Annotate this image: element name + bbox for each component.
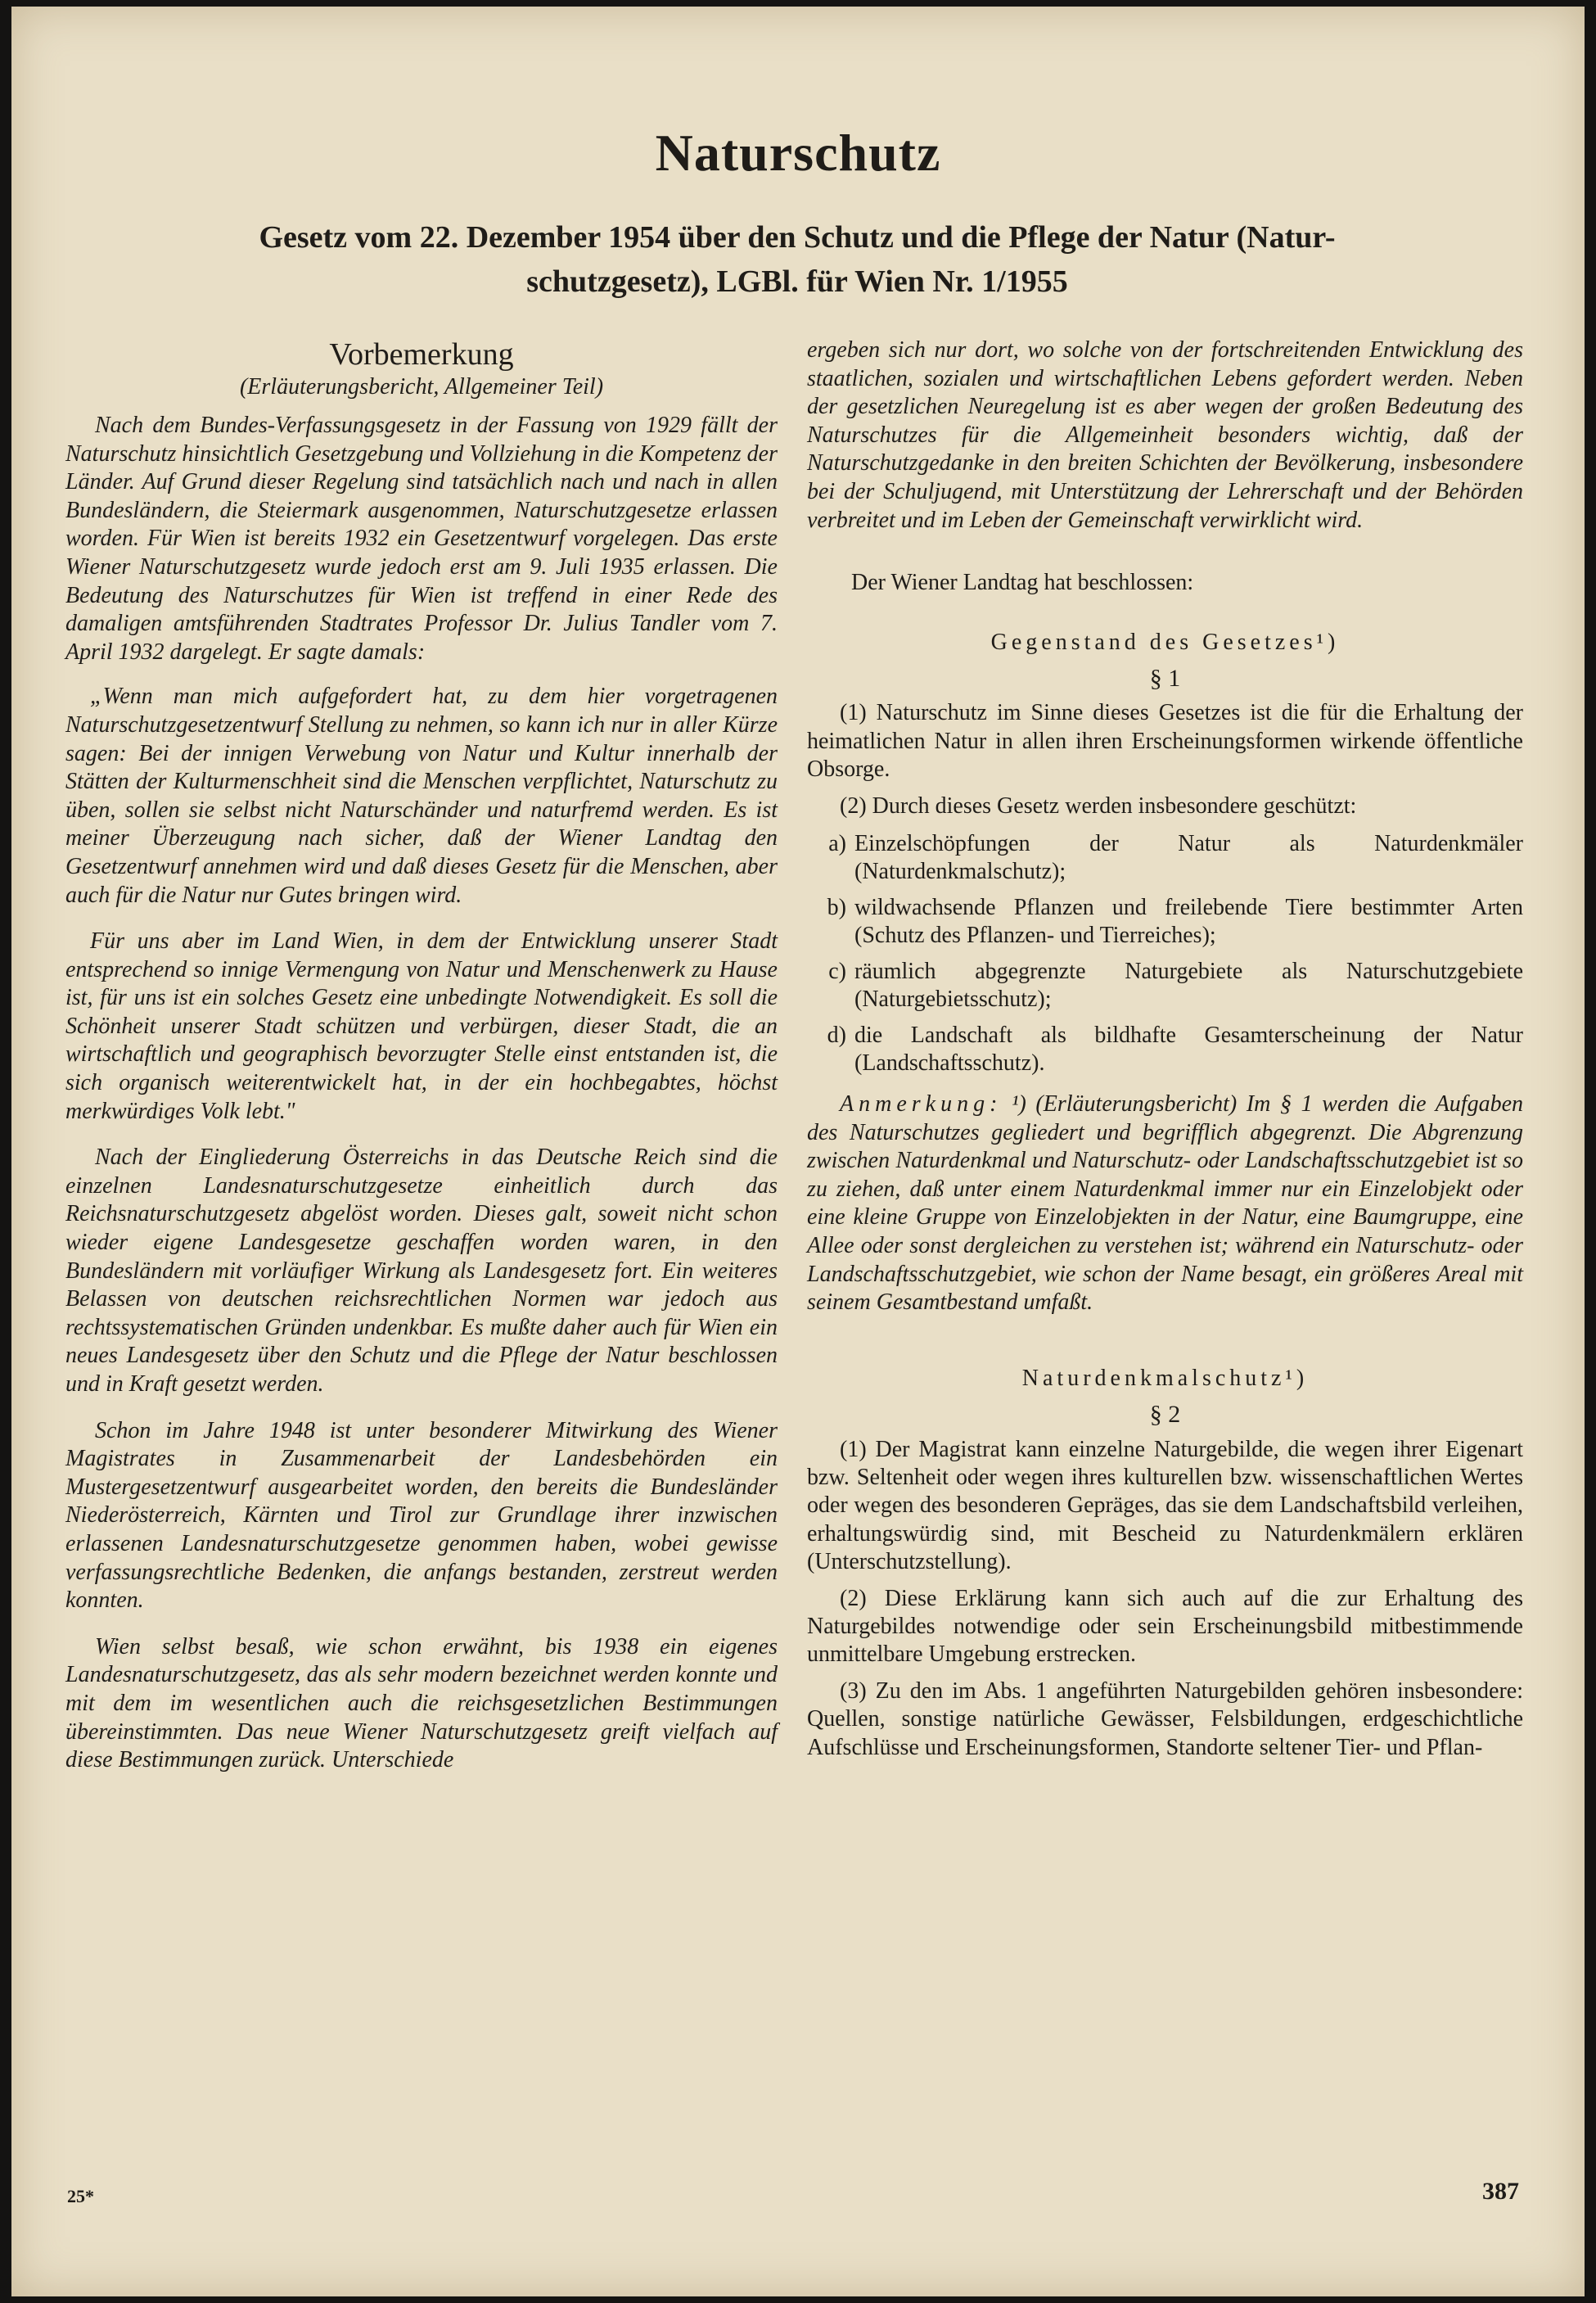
list-item-text: räumlich abgegrenzte Naturgebiete als Naturschutzgebiete (Naturgebietsschutz); [854,959,1523,1012]
list-item-label: b) [827,895,846,920]
s1-paragraph-2: (2) Durch dieses Gesetz werden insbesondere geschützt: [840,793,1357,819]
list-item [807,894,1523,950]
preface-paragraph-2: Nach der Eingliederung Österreichs in das Deutsche Reich sind die einzelnen Landesnaturschutzgesetze einheitlich durch das Reichsnaturschutzgesetz abgelöst worden. Dieses galt, soweit nicht schon wieder eigene Landesgesetze geschaffen worden waren, in den Bundesländern mit vorläufiger Wirkung als Landesgesetz fort. Ein weiteres Belassen von deutschen reichsrechtlichen Normen war jedoch aus rechtssystematischen Gründen undenkbar. Es mußte daher auch für Wien ein neues Landesgesetz über den Schutz und die Pflege der Natur beschlossen und in Kraft gesetzt werden. [65,1145,778,1397]
preface-continuation: ergeben sich nur dort, wo solche von der fortschreitenden Entwicklung des staatlichen, sozialen und wirtschaftlichen Lebens gefordert werden. Neben der gesetzlichen Neuregelung ist es aber wegen der großen Bedeutung des Naturschutzes für die Allgemeinheit besonders wichtig, daß der Naturschutzgedanke in den breiten Schichten der Bevölkerung, insbesondere bei der Schuljugend, mit Unterstützung der Lehrerschaft und der Behörden verbreitet und im Leben der Gemeinschaft verwirklicht wird. [807,337,1523,533]
preface-paragraph-3: Schon im Jahre 1948 ist unter besonderer Mitwirkung des Wiener Magistrates in Zusammenarbeit der Landesbehörden ein Mustergesetzentwurf ausgearbeitet worden, den bereits die Bundesländer Niederösterreich, Kärnten und Tirol zur Grundlage ihrer inzwischen erlassenen Landesnaturschutzgesetze genommen haben, wobei gewisse verfassungsrechtliche Bedenken, die anfangs bestanden, zerstreut werden konnten. [65,1417,778,1614]
list-item-label: c) [828,959,846,984]
law-subtitle [85,215,1509,304]
left-column [65,336,778,1775]
subtitle-line-1: Gesetz vom 22. Dezember 1954 über den Schutz und die Pflege der Natur (Natur- [259,220,1336,255]
s1-paragraph-1: (1) Naturschutz im Sinne dieses Gesetzes ist die für die Erhaltung der heimatlichen Natur in allen ihren Erscheinungsformen wirkende öffentliche Obsorge. [807,700,1523,783]
s2-paragraph-3: (3) Zu den im Abs. 1 angeführten Naturgebilden gehören insbesondere: Quellen, sonstige natürliche Gewässer, Felsbildungen, erdgeschichtliche Aufschlüsse und Erscheinungsformen, Standorte seltener Tier- und Pflan- [807,1678,1523,1760]
list-item [807,830,1523,886]
quote-paragraph-1: „Wenn man mich aufgefordert hat, zu dem hier vorgetragenen Naturschutzgesetzentwurf Stellung zu nehmen, so kann ich nur in aller Kürze sagen: Bei der innigen Verwebung von Natur und Kultur innerhalb der Stätten der Kulturmenschheit sind die Menschen verpflichtet, Naturschutz zu üben, sollen sie selbst nicht Naturschänder und naturfremd werden. Es ist meiner Überzeugung nach sicher, daß der Wiener Landtag den Gesetzentwurf annehmen wird und daß dieses Gesetz für die Menschen, aber auch für die Natur nur Gutes bringen wird. [65,684,778,908]
note-lead: Anmerkung: [840,1091,1003,1117]
page-number: 387 [1482,2178,1519,2205]
list-item-text: wildwachsende Pflanzen und freilebende Tiere bestimmter Arten (Schutz des Pflanzen- und Tierreiches); [854,895,1523,948]
subtitle-line-2: schutzgesetz), LGBl. für Wien Nr. 1/1955 [526,264,1068,299]
preface-heading: Vorbemerkung [329,337,514,372]
list-item-text: Einzelschöpfungen der Natur als Naturdenkmäler (Naturdenkmalschutz); [854,831,1523,884]
document-page [11,7,1585,2296]
preface-paragraph-4: Wien selbst besaß, wie schon erwähnt, bis 1938 ein eigenes Landesnaturschutzgesetz, das als sehr modern bezeichnet werden konnte und mit dem im wesentlichen auch die reichsgesetzlichen Bestimmungen übereinstimmten. Das neue Wiener Naturschutzgesetz greift vielfach auf diese Bestimmungen zurück. Unterschiede [65,1633,778,1773]
note-text: ¹) (Erläuterungsbericht) Im § 1 werden die Aufgaben des Naturschutzes gegliedert und begrifflich abgegrenzt. Die Abgrenzung zwischen Naturdenkmal und Naturschutz- oder Landschaftsschutzgebiet ist so zu ziehen, daß unter einem Naturdenkmal immer nur ein Einzelobjekt oder eine kleine Gruppe von Einzelobjekten in der Natur, eine Baumgruppe, eine Allee oder sonst dergleichen zu verstehen ist; während ein Naturschutz- oder Landschaftsschutzgebiet, wie schon der Name besagt, ein größeres Areal mit seinem Gesamtbestand umfaßt. [807,1091,1524,1316]
section-1-note [807,1091,1523,1317]
list-item-label: d) [827,1023,846,1048]
preface-subheading: (Erläuterungsbericht, Allgemeiner Teil) [239,374,604,400]
list-item-label: a) [828,831,846,856]
section-1-title: Gegenstand des Gesetzes¹) [990,629,1340,655]
list-item [807,1022,1523,1077]
right-column [807,336,1523,1770]
section-2-title: Naturdenkmalschutz¹) [1021,1365,1309,1391]
protection-list [807,830,1523,1077]
page-title: Naturschutz [655,124,941,182]
s2-paragraph-2: (2) Diese Erklärung kann sich auch auf die zur Erhaltung des Naturgebildes notwendige oder sein Erscheinungsbild mitbestimmende unmittelbare Umgebung erstrecken. [807,1585,1523,1668]
tandler-quote [65,683,778,1126]
preface-paragraph-1: Nach dem Bundes-Verfassungsgesetz in der Fassung von 1929 fällt der Naturschutz hinsichtlich Gesetzgebung und Vollziehung in die Kompetenz der Länder. Auf Grund dieser Regelung sind tatsächlich nach und nach in allen Bundesländern, die Steiermark ausgenommen, Naturschutzgesetze erlassen worden. Für Wien ist bereits 1932 ein Gesetzentwurf vorgelegen. Das erste Wiener Naturschutzgesetz wurde jedoch erst am 9. Juli 1935 erlassen. Die Bedeutung des Naturschutzes für Wien ist treffend in einer Rede des damaligen amtsführenden Stadtrates Professor Dr. Julius Tandler vom 7. April 1932 dargelegt. Er sagte damals: [65,413,778,665]
section-1-sign: § 1 [1149,664,1181,692]
enactment-clause: Der Wiener Landtag hat beschlossen: [851,570,1194,596]
section-2-sign: § 2 [1149,1401,1181,1429]
list-item-text: die Landschaft als bildhafte Gesamterscheinung der Natur (Landschaftsschutz). [854,1023,1523,1076]
list-item [807,958,1523,1014]
s2-paragraph-1: (1) Der Magistrat kann einzelne Naturgebilde, die wegen ihrer Eigenart bzw. Seltenheit oder wegen ihres kulturellen bzw. wissenschaftlichen Wertes oder wegen des besonderen Gepräges, das sie dem Landschaftsbild verleihen, erhaltungswürdig sind, mit Bescheid zu Naturdenkmälern erklären (Unterschutzstellung). [807,1436,1523,1575]
signature-mark: 25* [67,2186,94,2206]
quote-paragraph-2: Für uns aber im Land Wien, in dem der Entwicklung unserer Stadt entsprechend so innige Vermengung von Natur und Menschenwerk zu Hause ist, für uns ist ein solches Gesetz eine unbedingte Notwendigkeit. Es soll die Schönheit unserer Stadt schützen und verbürgen, dieser Stadt, die an wirtschaftlich und geographisch bevorzugter Stelle einst entstanden ist, die sich organisch weiterentwickelt hat, in der ein hochbegabtes, höchst merkwürdiges Volk lebt." [65,928,778,1124]
